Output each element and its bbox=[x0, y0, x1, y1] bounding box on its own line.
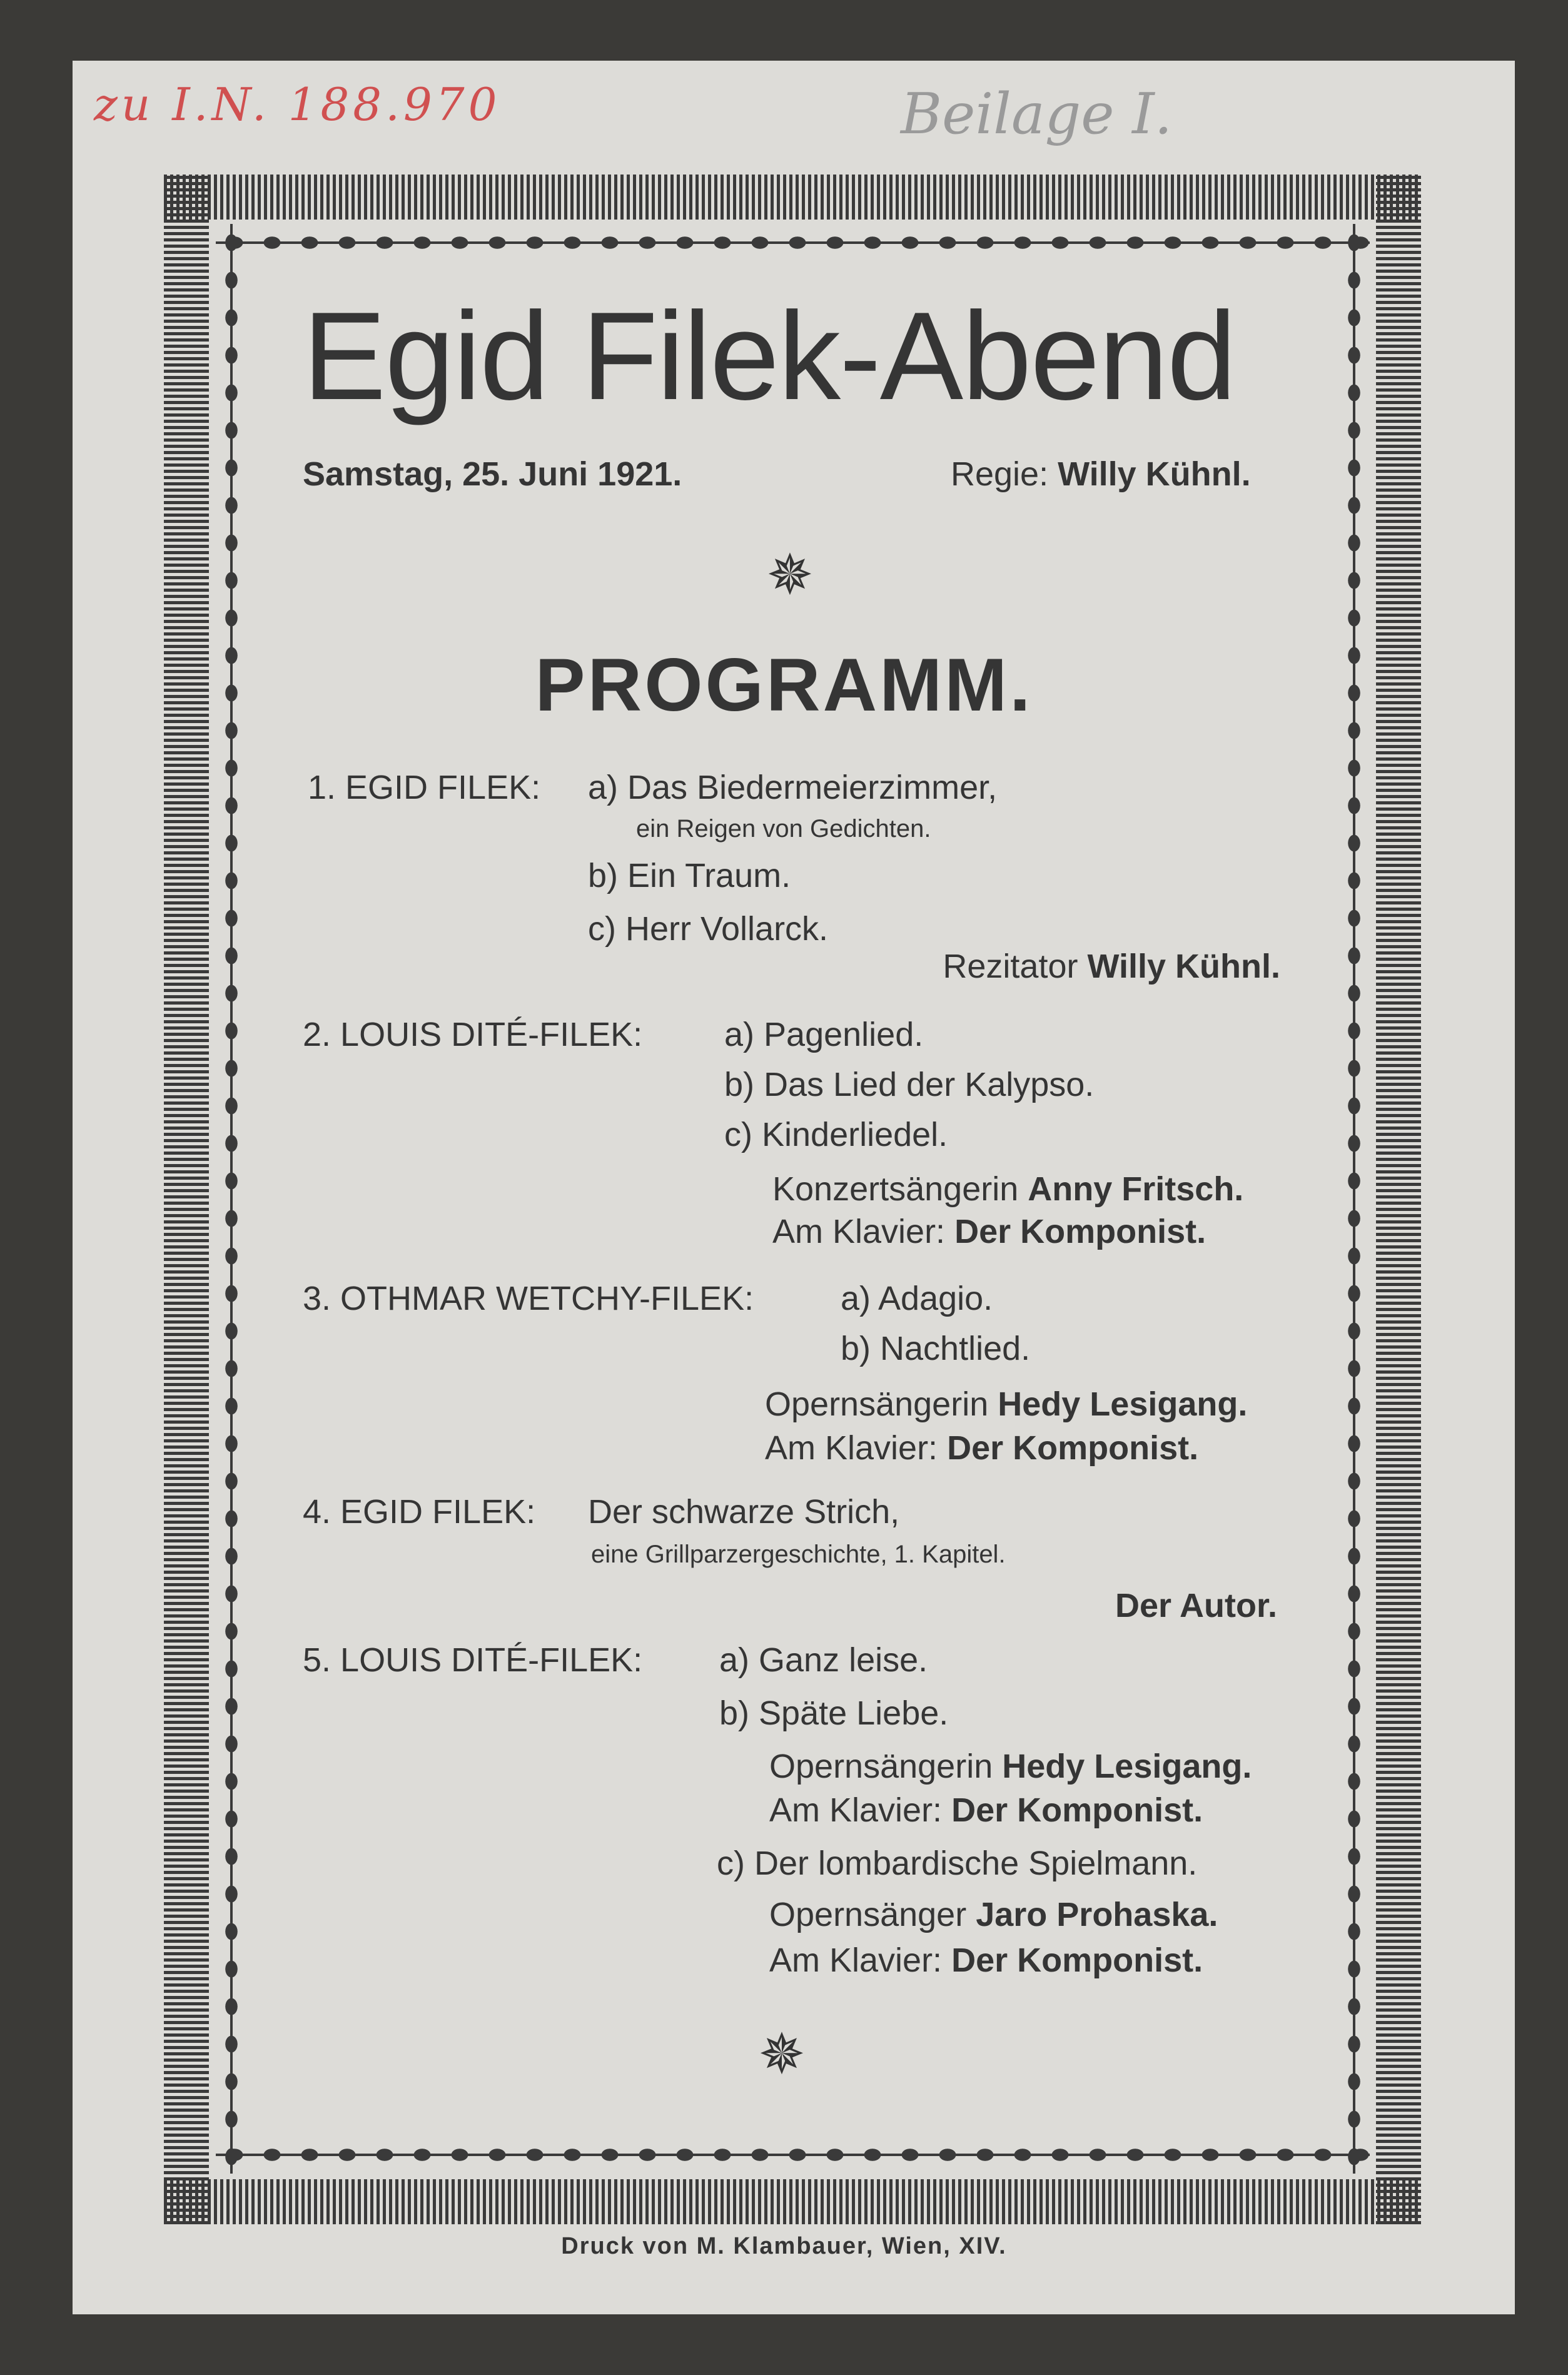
performer-role: Opernsänger bbox=[769, 1896, 967, 1933]
piano-label: Am Klavier: bbox=[769, 1942, 943, 1979]
performer-role: Opernsängerin bbox=[765, 1385, 989, 1423]
frame-right bbox=[1376, 175, 1421, 2224]
item-2-number: 2. LOUIS DITÉ-FILEK: bbox=[303, 1016, 643, 1053]
performer-name: Hedy Lesigang. bbox=[1002, 1748, 1252, 1785]
page-title: Egid Filek-Abend bbox=[303, 286, 1236, 426]
performer-role: Rezitator bbox=[943, 948, 1078, 985]
item-2-b: b) Das Lied der Kalypso. bbox=[724, 1066, 1095, 1103]
item-4-a-sub: eine Grillparzergeschichte, 1. Kapitel. bbox=[591, 1541, 1006, 1568]
piano-label: Am Klavier: bbox=[769, 1791, 943, 1829]
pianist: Der Komponist. bbox=[951, 1791, 1203, 1829]
item-5-piano bbox=[769, 1790, 1203, 1830]
ornament-bottom bbox=[216, 2136, 1370, 2174]
item-5-performer bbox=[769, 1746, 1252, 1786]
item-4-a: Der schwarze Strich, bbox=[588, 1493, 900, 1531]
item-2-piano bbox=[772, 1212, 1206, 1252]
item-5-a: a) Ganz leise. bbox=[719, 1641, 928, 1679]
item-4-performer: Der Autor. bbox=[1115, 1587, 1277, 1624]
item-1-a: a) Das Biedermeierzimmer, bbox=[588, 769, 998, 806]
item-3-b: b) Nachtlied. bbox=[841, 1330, 1031, 1367]
pianist: Der Komponist. bbox=[954, 1213, 1206, 1250]
item-1-b: b) Ein Traum. bbox=[588, 857, 791, 894]
item-5-number: 5. LOUIS DITÉ-FILEK: bbox=[303, 1641, 643, 1679]
printer-footer: Druck von M. Klambauer, Wien, XIV. bbox=[561, 2233, 1007, 2259]
item-3-piano bbox=[765, 1428, 1198, 1468]
ornament-right bbox=[1338, 224, 1370, 2174]
item-1-a-sub: ein Reigen von Gedichten. bbox=[636, 815, 931, 843]
direction bbox=[951, 454, 1251, 494]
performer-role: Konzertsängerin bbox=[772, 1170, 1019, 1208]
item-3-number: 3. OTHMAR WETCHY-FILEK: bbox=[303, 1280, 754, 1317]
ornament-top bbox=[216, 224, 1370, 261]
item-3-a: a) Adagio. bbox=[841, 1280, 993, 1317]
frame-bottom bbox=[164, 2179, 1421, 2224]
item-3-performer bbox=[765, 1384, 1247, 1424]
pianist: Der Komponist. bbox=[951, 1942, 1203, 1979]
item-4-number: 4. EGID FILEK: bbox=[303, 1493, 536, 1531]
performer-name: Anny Fritsch. bbox=[1028, 1170, 1244, 1208]
item-5-b: b) Späte Liebe. bbox=[719, 1694, 949, 1732]
item-2-a: a) Pagenlied. bbox=[724, 1016, 924, 1053]
star-ornament-icon: ✵ bbox=[758, 2023, 806, 2086]
program-heading: PROGRAMM. bbox=[535, 643, 1033, 727]
item-2-c: c) Kinderliedel. bbox=[724, 1116, 948, 1153]
event-date: Samstag, 25. Juni 1921. bbox=[303, 455, 682, 493]
piano-label: Am Klavier: bbox=[765, 1429, 938, 1467]
direction-label: Regie: bbox=[951, 455, 1049, 493]
item-1-number: 1. EGID FILEK: bbox=[308, 769, 541, 806]
attachment-handwritten: Beilage I. bbox=[901, 81, 1173, 147]
director-name: Willy Kühnl. bbox=[1058, 455, 1251, 493]
item-1-c: c) Herr Vollarck. bbox=[588, 910, 829, 948]
archive-number-handwritten: zu I.N. 188.970 bbox=[94, 78, 501, 131]
frame-top bbox=[164, 175, 1421, 220]
frame-left bbox=[164, 175, 209, 2224]
performer-name: Hedy Lesigang. bbox=[998, 1385, 1248, 1423]
piano-label: Am Klavier: bbox=[772, 1213, 946, 1250]
item-5-performer-2 bbox=[769, 1895, 1218, 1935]
pianist: Der Komponist. bbox=[947, 1429, 1199, 1467]
item-2-performer bbox=[772, 1169, 1243, 1209]
star-ornament-icon: ✵ bbox=[766, 544, 814, 607]
ornament-left bbox=[216, 224, 247, 2174]
item-1-performer bbox=[943, 946, 1280, 986]
performer-name: Willy Kühnl. bbox=[1087, 948, 1280, 985]
item-5-c: c) Der lombardische Spielmann. bbox=[717, 1845, 1198, 1882]
item-5-piano-2 bbox=[769, 1940, 1203, 1980]
performer-name: Jaro Prohaska. bbox=[976, 1896, 1218, 1933]
performer-role: Opernsängerin bbox=[769, 1748, 993, 1785]
